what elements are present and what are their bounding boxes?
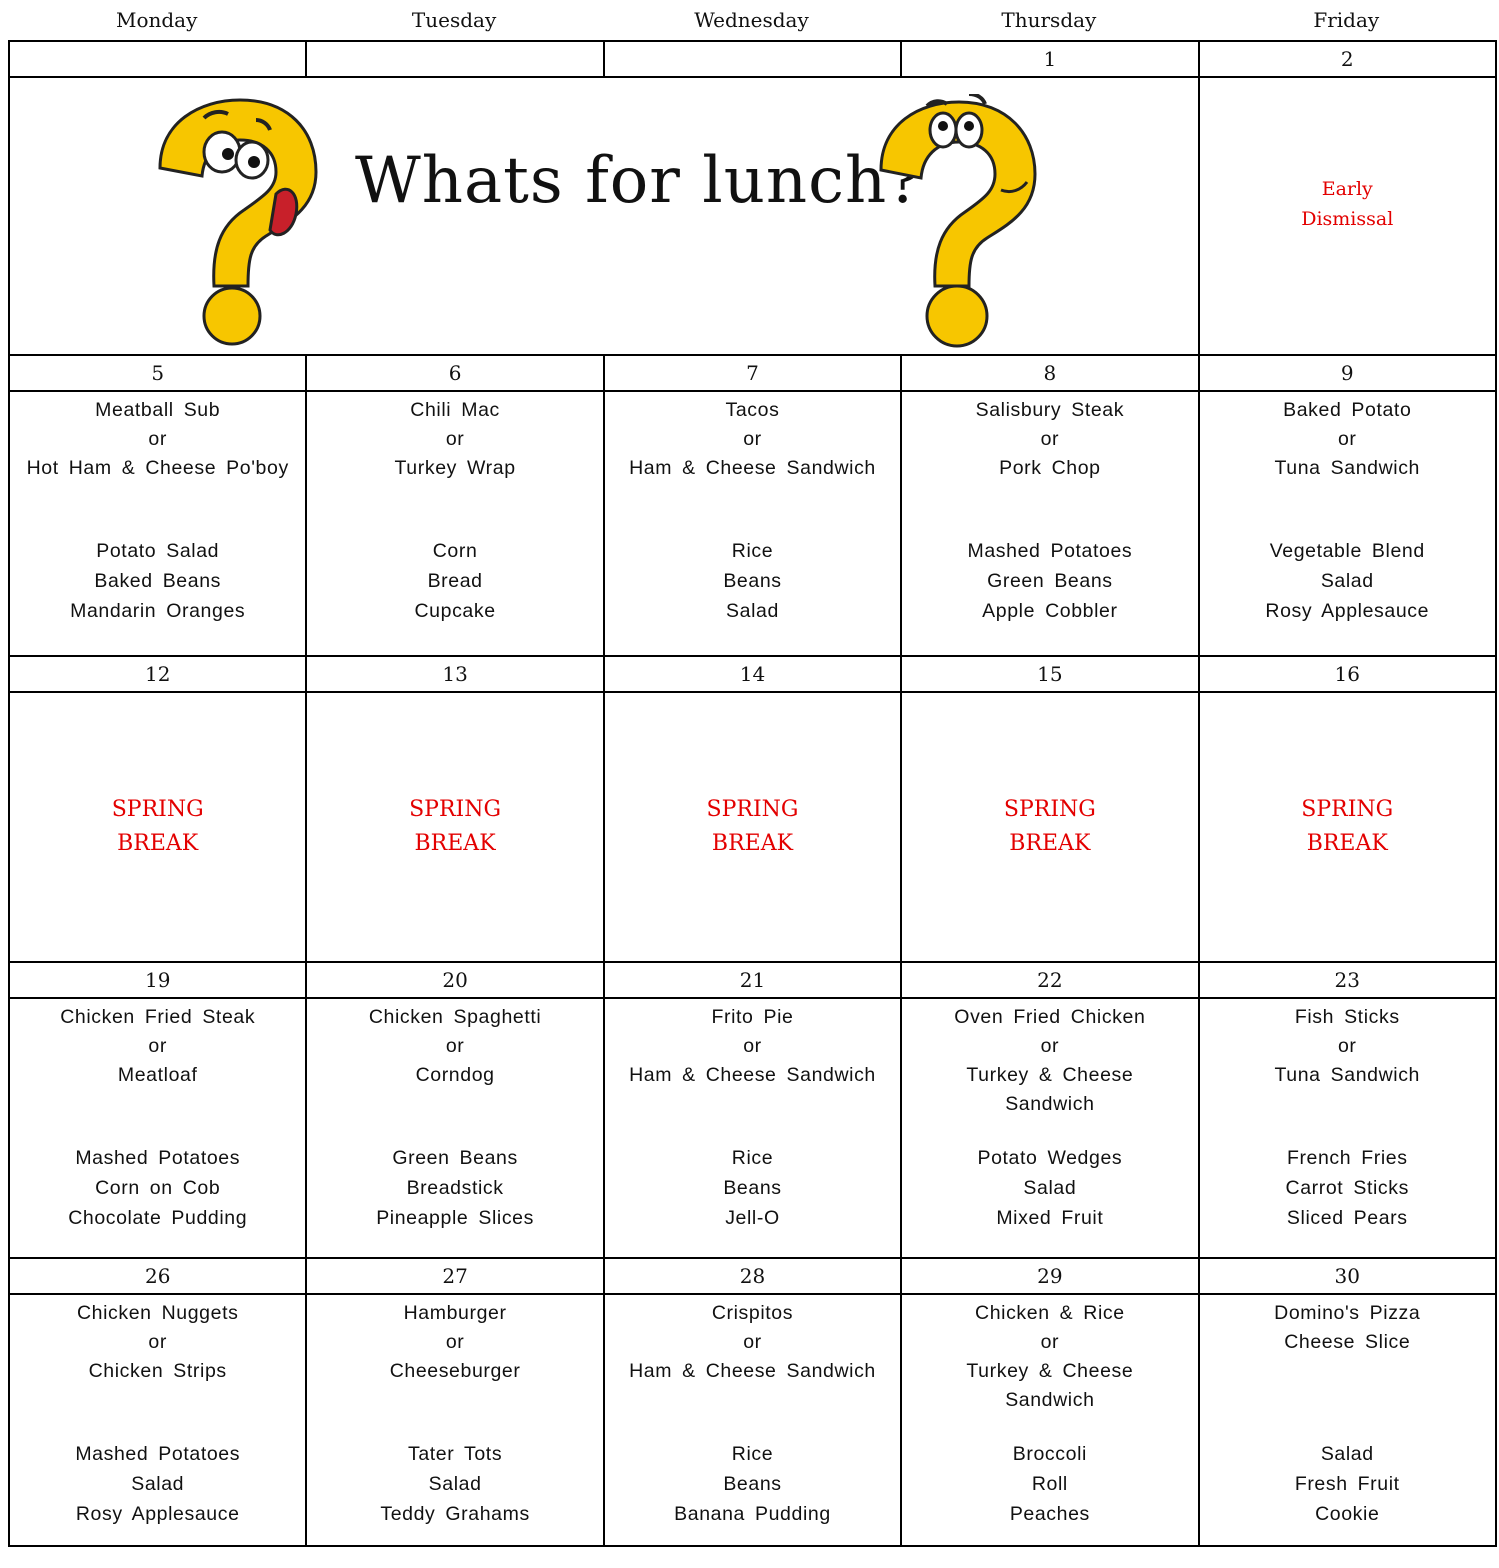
entree-line: or [1337, 1035, 1357, 1057]
side-line: Mashed Potatoes [75, 1147, 241, 1169]
entree-line: Domino's Pizza [1274, 1302, 1421, 1324]
date-row-week4 [9, 962, 1496, 998]
entree-line: or [148, 428, 167, 450]
entree-line: or [148, 1035, 167, 1057]
date-cell: 28 [604, 1258, 901, 1294]
entree-line: Turkey & Cheese [966, 1064, 1134, 1086]
menu-cell [901, 391, 1198, 656]
date-cell: 23 [1199, 962, 1496, 998]
banner-cell [9, 77, 1199, 355]
side-line: Green Beans [987, 570, 1113, 592]
entree-line: Crispitos [711, 1302, 794, 1324]
entree-line: Pork Chop [999, 457, 1101, 479]
date-row-week2 [9, 355, 1496, 391]
entree-line: Chicken Spaghetti [368, 1006, 542, 1028]
entree-line: or [1040, 428, 1060, 450]
weekday-friday: Friday [1313, 8, 1380, 32]
date-cell: 8 [901, 355, 1198, 391]
spring-break-cell [9, 692, 306, 962]
entree-line: Tacos [725, 399, 780, 421]
entree-line: Fish Sticks [1294, 1006, 1400, 1028]
side-line: Salad [1023, 1177, 1077, 1199]
menu-row-week2 [9, 391, 1496, 656]
entree-line: Ham & Cheese Sandwich [629, 457, 876, 479]
menu-row-week4 [9, 998, 1496, 1258]
side-line: Banana Pudding [674, 1503, 831, 1525]
date-cell [9, 41, 306, 77]
question-mark-character-excited-icon [148, 90, 328, 348]
entree-line: or [1337, 428, 1357, 450]
entree-line: Chicken & Rice [975, 1302, 1125, 1324]
weekday-monday: Monday [115, 8, 198, 32]
side-line: Peaches [1009, 1503, 1090, 1525]
menu-cell [604, 1294, 901, 1546]
banner-row [9, 77, 1496, 355]
spring-break-line1: SPRING [706, 797, 799, 822]
side-line: Roll [1031, 1473, 1068, 1495]
menu-cell [901, 1294, 1198, 1546]
menu-cell [306, 998, 603, 1258]
side-line: Corn on Cob [95, 1177, 221, 1199]
side-line: Green Beans [392, 1147, 518, 1169]
menu-cell [9, 998, 306, 1258]
side-line: Salad [1320, 1443, 1374, 1465]
date-cell [306, 41, 603, 77]
side-line: French Fries [1286, 1147, 1408, 1169]
entree-line: or [743, 1035, 762, 1057]
side-line: Beans [723, 570, 782, 592]
date-cell: 6 [306, 355, 603, 391]
entree-line: Cheeseburger [389, 1360, 521, 1382]
entree-line: Tuna Sandwich [1274, 457, 1420, 479]
date-cell: 26 [9, 1258, 306, 1294]
entree-line: Hot Ham & Cheese Po'boy [26, 457, 289, 479]
early-dismissal-cell [1199, 77, 1496, 355]
side-line: Salad [131, 1473, 185, 1495]
entree-line: Meatloaf [117, 1064, 198, 1086]
weekday-wednesday: Wednesday [694, 8, 809, 32]
side-line: Bread [427, 570, 483, 592]
date-cell: 9 [1199, 355, 1496, 391]
date-row-week3 [9, 656, 1496, 692]
date-cell [604, 41, 901, 77]
spring-break-line1: SPRING [1301, 797, 1394, 822]
entree-line: or [148, 1331, 167, 1353]
spring-break-line2: BREAK [711, 831, 794, 856]
side-line: Carrot Sticks [1285, 1177, 1409, 1199]
entree-line: or [1040, 1035, 1060, 1057]
date-cell: 27 [306, 1258, 603, 1294]
date-cell: 20 [306, 962, 603, 998]
menu-cell [9, 1294, 306, 1546]
date-cell: 21 [604, 962, 901, 998]
side-line: Mandarin Oranges [70, 600, 246, 622]
entree-line: Meatball Sub [95, 399, 221, 421]
weekday-header [8, 0, 1495, 40]
date-cell: 19 [9, 962, 306, 998]
side-line: Jell-O [725, 1207, 780, 1229]
entree-line: Chicken Fried Steak [60, 1006, 256, 1028]
early-dismissal-line1: Early [1321, 178, 1373, 200]
side-line: Mashed Potatoes [75, 1443, 241, 1465]
side-line: Rice [731, 1443, 774, 1465]
menu-cell [604, 998, 901, 1258]
side-line: Potato Wedges [977, 1147, 1123, 1169]
date-cell: 29 [901, 1258, 1198, 1294]
side-line: Corn [432, 540, 478, 562]
side-line: Rosy Applesauce [1265, 600, 1430, 622]
menu-cell [1199, 1294, 1496, 1546]
side-line: Cupcake [414, 600, 496, 622]
date-cell: 14 [604, 656, 901, 692]
entree-line: or [743, 428, 762, 450]
date-cell: 15 [901, 656, 1198, 692]
entree-line: Hamburger [403, 1302, 507, 1324]
menu-cell [306, 1294, 603, 1546]
weekday-tuesday: Tuesday [411, 8, 497, 32]
menu-cell [9, 391, 306, 656]
entree-line: or [743, 1331, 762, 1353]
side-line: Mixed Fruit [996, 1207, 1104, 1229]
entree-line: Tuna Sandwich [1274, 1064, 1420, 1086]
side-line: Breadstick [406, 1177, 504, 1199]
side-line: Chocolate Pudding [68, 1207, 248, 1229]
entree-line: Ham & Cheese Sandwich [629, 1360, 876, 1382]
side-line: Teddy Grahams [380, 1503, 530, 1525]
spring-break-cell [306, 692, 603, 962]
entree-line: or [445, 1035, 465, 1057]
date-cell: 30 [1199, 1258, 1496, 1294]
date-row-week5 [9, 1258, 1496, 1294]
entree-line: or [445, 1331, 465, 1353]
spring-break-cell [901, 692, 1198, 962]
entree-line: or [1040, 1331, 1060, 1353]
date-cell: 7 [604, 355, 901, 391]
side-line: Tater Tots [407, 1443, 503, 1465]
menu-cell [1199, 391, 1496, 656]
entree-line: Frito Pie [711, 1006, 794, 1028]
menu-cell [1199, 998, 1496, 1258]
side-line: Vegetable Blend [1269, 540, 1425, 562]
spring-break-line2: BREAK [1306, 831, 1388, 856]
menu-row-week5 [9, 1294, 1496, 1546]
weekday-thursday: Thursday [1001, 8, 1097, 32]
side-line: Baked Beans [94, 570, 221, 592]
entree-line: Cheese Slice [1284, 1331, 1411, 1353]
spring-break-cell [604, 692, 901, 962]
date-row-week1 [9, 41, 1496, 77]
side-line: Rice [731, 1147, 774, 1169]
spring-break-line1: SPRING [1003, 797, 1096, 822]
entree-line: Turkey Wrap [394, 457, 516, 479]
entree-line: Oven Fried Chicken [954, 1006, 1146, 1028]
side-line: Mashed Potatoes [967, 540, 1133, 562]
side-line: Sliced Pears [1286, 1207, 1408, 1229]
side-line: Cookie [1315, 1503, 1380, 1525]
menu-cell [306, 391, 603, 656]
side-line: Beans [723, 1473, 782, 1495]
entree-line: Chili Mac [410, 399, 500, 421]
date-cell: 1 [901, 41, 1198, 77]
entree-line: Turkey & Cheese [966, 1360, 1134, 1382]
entree-line: Baked Potato [1283, 399, 1412, 421]
side-line: Rice [731, 540, 774, 562]
side-line: Potato Salad [96, 540, 220, 562]
menu-cell [604, 391, 901, 656]
side-line: Pineapple Slices [376, 1207, 534, 1229]
date-cell: 2 [1199, 41, 1496, 77]
side-line: Broccoli [1012, 1443, 1087, 1465]
entree-line: Chicken Nuggets [76, 1302, 239, 1324]
spring-break-cell [1199, 692, 1496, 962]
lunch-calendar [8, 40, 1497, 1547]
side-line: Salad [428, 1473, 482, 1495]
date-cell: 12 [9, 656, 306, 692]
spring-break-line2: BREAK [117, 831, 199, 856]
side-line: Beans [723, 1177, 782, 1199]
side-line: Salad [726, 600, 779, 622]
entree-line: Ham & Cheese Sandwich [629, 1064, 876, 1086]
side-line: Rosy Applesauce [75, 1503, 240, 1525]
spring-break-line1: SPRING [409, 797, 502, 822]
side-line: Fresh Fruit [1294, 1473, 1400, 1495]
spring-break-line1: SPRING [111, 797, 204, 822]
date-cell: 16 [1199, 656, 1496, 692]
entree-line: Sandwich [1005, 1389, 1095, 1411]
date-cell: 22 [901, 962, 1198, 998]
menu-cell [901, 998, 1198, 1258]
entree-line: Corndog [415, 1064, 495, 1086]
entree-line: or [445, 428, 465, 450]
date-cell: 5 [9, 355, 306, 391]
question-mark-character-curious-icon [865, 94, 1045, 348]
spring-break-line2: BREAK [414, 831, 496, 856]
spring-break-line2: BREAK [1009, 831, 1091, 856]
date-cell: 13 [306, 656, 603, 692]
banner-title: Whats for lunch? [355, 144, 923, 218]
entree-line: Chicken Strips [88, 1360, 227, 1382]
entree-line: Salisbury Steak [975, 399, 1125, 421]
early-dismissal-line2: Dismissal [1301, 208, 1394, 230]
spring-break-row [9, 692, 1496, 962]
entree-line: Sandwich [1005, 1093, 1095, 1115]
side-line: Salad [1320, 570, 1374, 592]
side-line: Apple Cobbler [982, 600, 1118, 622]
